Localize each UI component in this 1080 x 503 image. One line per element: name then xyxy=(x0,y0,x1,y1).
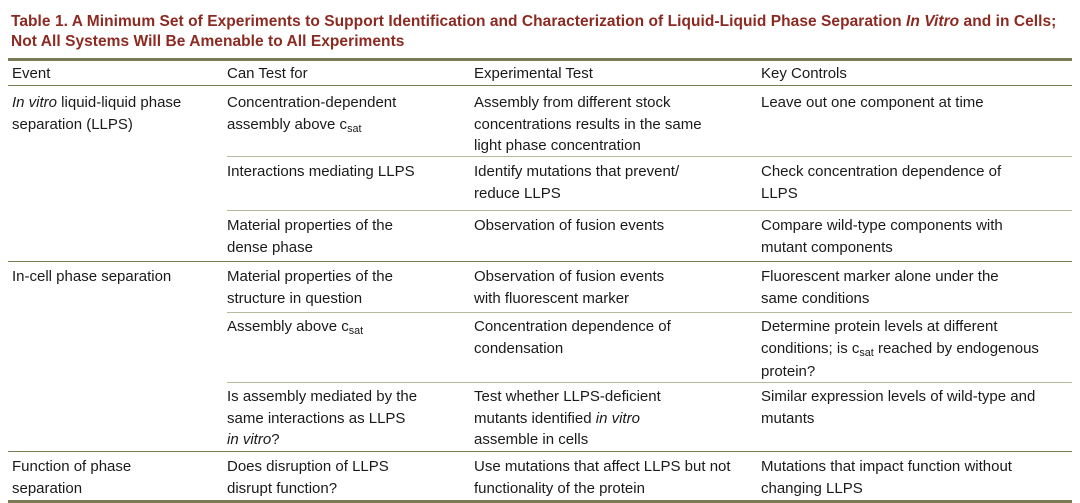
can-test-text: Assembly above c xyxy=(227,318,349,335)
experimental-cell: Observation of fusion events with fluorescent marker xyxy=(474,268,665,307)
controls-cell: Similar expression levels of wild-type and mutants xyxy=(761,388,1036,427)
table-group-function xyxy=(8,452,1072,500)
subrows xyxy=(227,456,1072,500)
subrows xyxy=(227,92,1072,261)
event-cell xyxy=(8,92,227,261)
header-experimental-test: Experimental Test xyxy=(474,64,593,82)
experimental-cell: Concentration dependence of condensation xyxy=(474,318,671,357)
subscript: sat xyxy=(859,346,874,359)
table-row xyxy=(227,313,1072,382)
table-row xyxy=(227,266,1072,312)
table-1 xyxy=(8,12,1072,503)
controls-cell: Check concentration dependence of LLPS xyxy=(761,163,1002,202)
table-row xyxy=(227,92,1072,156)
table-row xyxy=(227,456,1072,499)
can-test-cell: Does disruption of LLPS disrupt function? xyxy=(227,458,389,497)
experimental-italic: in vitro xyxy=(595,409,640,427)
table-group-in-cell xyxy=(8,262,1072,451)
subscript: sat xyxy=(348,325,364,338)
can-test-italic: in vitro xyxy=(227,431,272,448)
can-test-text-end: ? xyxy=(271,431,280,448)
controls-cell: Fluorescent marker alone under the same conditions xyxy=(761,268,999,307)
controls-text-end: reached by endogenous protein? xyxy=(761,339,1039,380)
table-row xyxy=(227,157,1072,210)
experimental-text: Test whether LLPS-deficient mutants identified xyxy=(474,388,661,427)
header-can-test-for: Can Test for xyxy=(227,64,308,82)
experimental-cell: Use mutations that affect LLPS but not functionality of the protein xyxy=(474,458,731,497)
experimental-cell: Observation of fusion events xyxy=(474,217,665,234)
can-test-text: Concentration-dependent assembly above c xyxy=(227,94,397,133)
header-event: Event xyxy=(12,64,51,82)
subscript: sat xyxy=(347,122,362,135)
header-key-controls: Key Controls xyxy=(761,64,847,82)
experimental-cell: Assembly from different stock concentrations results in the same light phase concentration xyxy=(474,94,702,154)
event-italic: In vitro xyxy=(12,94,58,111)
can-test-cell: Interactions mediating LLPS xyxy=(227,163,415,180)
controls-cell: Mutations that impact function without changing LLPS xyxy=(761,458,1012,497)
table-group-in-vitro xyxy=(8,86,1072,261)
table-header-row xyxy=(8,61,1072,85)
caption-text-end: and in Cells; Not All Systems Will Be Amenable to All Experiments xyxy=(11,13,1057,50)
table-row xyxy=(227,211,1072,261)
experimental-cell xyxy=(474,386,761,451)
experimental-text-end: assemble in cells xyxy=(474,431,589,448)
table-row xyxy=(227,383,1072,451)
caption-italic: In Vitro xyxy=(905,13,960,30)
controls-cell: Leave out one component at time xyxy=(761,94,984,111)
controls-cell xyxy=(761,316,1072,382)
table-caption xyxy=(8,12,1072,52)
can-test-cell: Material properties of the structure in question xyxy=(227,268,393,307)
subrows xyxy=(227,266,1072,451)
caption-text: Table 1. A Minimum Set of Experiments to Support Identification and Characterization of Liquid-Liquid Phase Separation xyxy=(11,13,906,30)
can-test-cell xyxy=(227,316,474,382)
experimental-cell: Identify mutations that prevent/ reduce LLPS xyxy=(474,163,680,202)
event-text: liquid-liquid phase separation (LLPS) xyxy=(12,94,182,133)
can-test-text: Is assembly mediated by the same interactions as LLPS xyxy=(227,388,418,427)
controls-cell: Compare wild-type components with mutant components xyxy=(761,217,1003,256)
can-test-cell xyxy=(227,386,474,451)
can-test-cell: Material properties of the dense phase xyxy=(227,217,393,256)
event-cell: Function of phase separation xyxy=(12,458,132,497)
can-test-cell xyxy=(227,92,474,156)
controls-text: Determine protein levels at different conditions; is c xyxy=(761,318,998,357)
event-cell: In-cell phase separation xyxy=(12,268,172,285)
